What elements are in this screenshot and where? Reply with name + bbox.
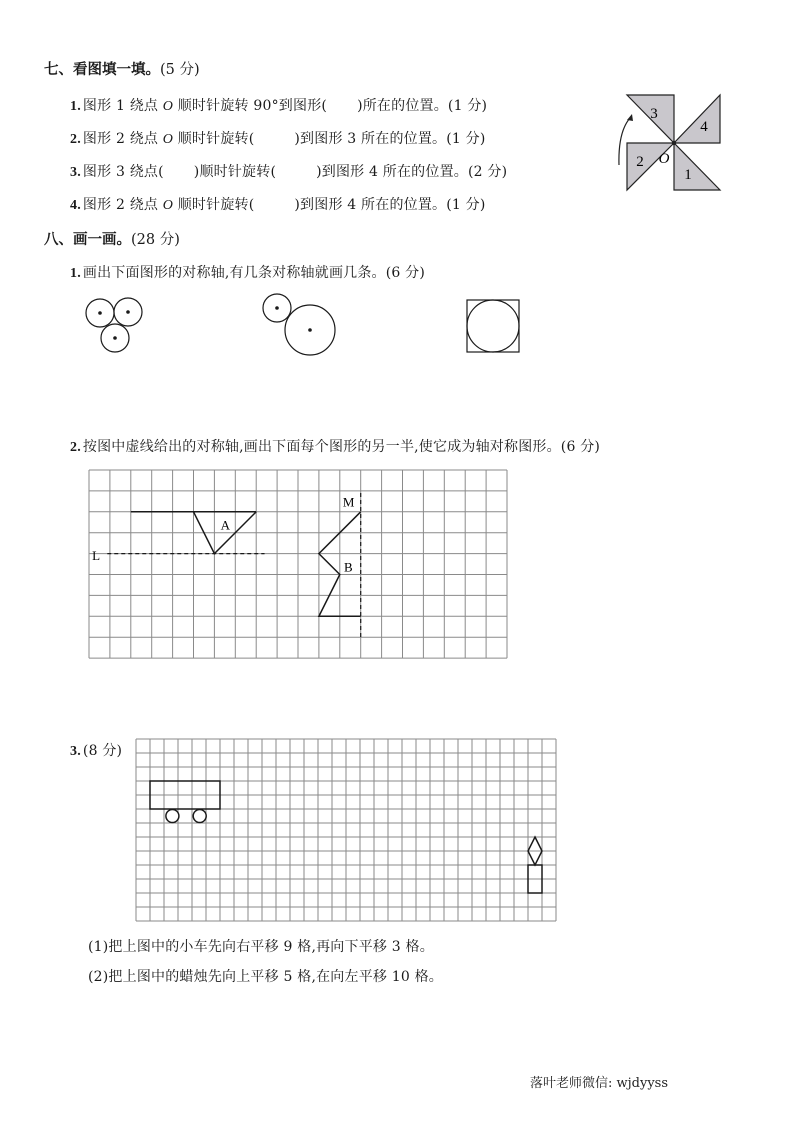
question-number: 4. [70, 198, 81, 213]
question-number: 2. [70, 132, 81, 147]
pinwheel-label-3: 3 [650, 106, 658, 122]
axis-l-label: L [92, 547, 101, 563]
pinwheel-label-2: 2 [636, 154, 644, 170]
question-text: )到图形 4 所在的位置。(1 分) [294, 197, 486, 213]
grid-lines [136, 739, 556, 921]
question-text: )顺时针旋转( [193, 164, 277, 180]
section-8-title-text: 八、画一画。 [44, 232, 131, 248]
section-7-points: (5 分) [160, 62, 200, 78]
question-text: )到图形 3 所在的位置。(1 分) [294, 131, 486, 147]
pinwheel-label-1: 1 [684, 167, 692, 183]
point-o-label: O [162, 198, 174, 213]
car-wheel [193, 810, 206, 823]
figure-b-label: B [343, 559, 353, 575]
question-number: 2. [70, 440, 81, 455]
section-7-title-text: 七、看图填一填。 [44, 62, 160, 78]
figure-a-label: A [220, 517, 231, 533]
question-points: (8 分) [82, 743, 123, 759]
question-number: 1. [70, 99, 81, 114]
section-8-points: (28 分) [131, 232, 180, 248]
question-number: 3. [70, 744, 81, 759]
question-number: 3. [70, 165, 81, 180]
pinwheel-label-4: 4 [700, 119, 708, 135]
question-text: 图形 3 绕点( [82, 164, 164, 180]
question-text: 顺时针旋转( [173, 131, 255, 147]
question-text: 按图中虚线给出的对称轴,画出下面每个图形的另一半,使它成为轴对称图形。(6 分) [82, 439, 601, 455]
question-text: )所在的位置。(1 分) [357, 98, 488, 114]
question-8-3-2: (2)把上图中的蜡烛先向上平移 5 格,在向左平移 10 格。 [88, 969, 444, 985]
point-o-label: O [162, 132, 174, 147]
question-text: 顺时针旋转 90°到图形( [173, 98, 328, 114]
question-text: 顺时针旋转( [173, 197, 255, 213]
question-text: 图形 2 绕点 [82, 131, 163, 147]
question-8-3-1: (1)把上图中的小车先向右平移 9 格,再向下平移 3 格。 [88, 939, 434, 955]
axis-m-label: M [342, 494, 355, 510]
question-text: 图形 1 绕点 [82, 98, 163, 114]
question-text: )到图形 4 所在的位置。(2 分) [316, 164, 508, 180]
question-text: 画出下面图形的对称轴,有几条对称轴就画几条。(6 分) [82, 265, 426, 281]
car-wheel [166, 810, 179, 823]
point-o-label: O [162, 99, 174, 114]
footer-contact: 落叶老师微信: wjdyyss [530, 1076, 669, 1091]
pinwheel-label-o: O [658, 151, 670, 167]
question-text: 图形 2 绕点 [82, 197, 163, 213]
question-number: 1. [70, 266, 81, 281]
